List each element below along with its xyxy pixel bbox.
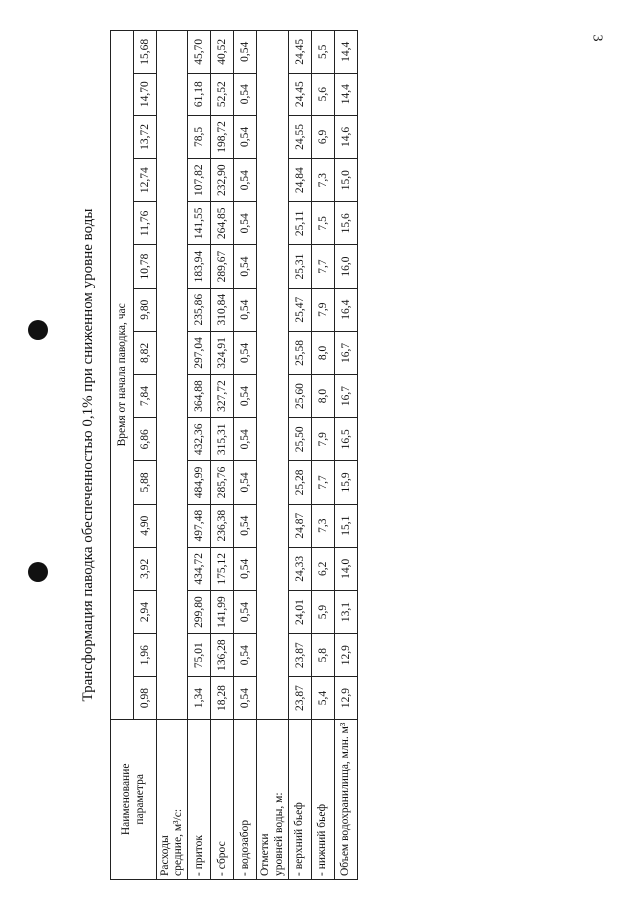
value-cell: 183,94 [188, 245, 211, 288]
value-cell: 15,0 [334, 159, 357, 202]
time-header: Время от начала паводка, час [111, 31, 134, 720]
time-cell: 13,72 [134, 115, 157, 158]
value-cell: 235,86 [188, 288, 211, 331]
row-label: - нижний бьеф [311, 719, 334, 879]
value-cell: 0,54 [234, 245, 257, 288]
value-cell: 15,1 [334, 504, 357, 547]
value-cell: 16,4 [334, 288, 357, 331]
value-cell: 61,18 [188, 73, 211, 115]
value-cell: 0,54 [234, 461, 257, 504]
value-cell: 0,54 [234, 331, 257, 374]
table-row [311, 31, 334, 880]
value-cell: 324,91 [211, 331, 234, 374]
time-cell: 0,98 [134, 677, 157, 719]
value-cell: 198,72 [211, 115, 234, 158]
section-label: Расходы средние, м³/с: [157, 719, 188, 879]
value-cell: 5,8 [311, 634, 334, 677]
value-cell: 40,52 [211, 31, 234, 74]
document-title: Трансформация паводка обеспеченностью 0,1% при сниженном уровне воды [80, 208, 96, 702]
value-cell: 315,31 [211, 418, 234, 461]
punch-hole [28, 320, 48, 340]
time-cell: 2,94 [134, 590, 157, 633]
value-cell: 14,0 [334, 547, 357, 590]
header-row [111, 31, 134, 880]
section-row [157, 31, 188, 880]
value-cell: 434,72 [188, 547, 211, 590]
value-cell: 24,33 [288, 547, 311, 590]
value-cell: 25,28 [288, 461, 311, 504]
table-row [188, 31, 211, 880]
value-cell: 264,85 [211, 202, 234, 245]
value-cell: 7,9 [311, 418, 334, 461]
value-cell: 25,50 [288, 418, 311, 461]
value-cell: 141,55 [188, 202, 211, 245]
value-cell: 24,45 [288, 73, 311, 115]
table-row [234, 31, 257, 880]
value-cell: 23,87 [288, 634, 311, 677]
value-cell: 13,1 [334, 590, 357, 633]
value-cell: 75,01 [188, 634, 211, 677]
time-cell: 10,78 [134, 245, 157, 288]
value-cell: 7,9 [311, 288, 334, 331]
value-cell: 0,54 [234, 504, 257, 547]
table-row [211, 31, 234, 880]
value-cell: 18,28 [211, 677, 234, 719]
value-cell: 25,47 [288, 288, 311, 331]
value-cell: 285,76 [211, 461, 234, 504]
value-cell: 0,54 [234, 634, 257, 677]
row-label: Объем водохранилища, млн. м³ [334, 719, 357, 879]
value-cell: 175,12 [211, 547, 234, 590]
value-cell: 12,9 [334, 634, 357, 677]
value-cell: 16,7 [334, 375, 357, 418]
time-cell: 11,76 [134, 202, 157, 245]
value-cell: 16,0 [334, 245, 357, 288]
value-cell: 7,5 [311, 202, 334, 245]
time-cell: 6,86 [134, 418, 157, 461]
value-cell: 15,6 [334, 202, 357, 245]
time-cell: 3,92 [134, 547, 157, 590]
value-cell: 15,9 [334, 461, 357, 504]
value-cell: 5,6 [311, 73, 334, 115]
value-cell: 484,99 [188, 461, 211, 504]
value-cell: 24,84 [288, 159, 311, 202]
section-label: Отметки уровней воды, м: [257, 719, 288, 879]
value-cell: 299,80 [188, 590, 211, 633]
punch-hole [28, 562, 48, 582]
value-cell: 0,54 [234, 590, 257, 633]
value-cell: 12,9 [334, 677, 357, 719]
value-cell: 24,45 [288, 31, 311, 74]
value-cell: 16,7 [334, 331, 357, 374]
value-cell: 8,0 [311, 331, 334, 374]
page-number: 3 [589, 34, 605, 42]
flood-table [110, 30, 358, 880]
value-cell: 7,3 [311, 159, 334, 202]
row-label: - водозабор [234, 719, 257, 879]
value-cell: 0,54 [234, 288, 257, 331]
value-cell: 0,54 [234, 202, 257, 245]
time-cell: 14,70 [134, 73, 157, 115]
value-cell: 24,87 [288, 504, 311, 547]
value-cell: 78,5 [188, 115, 211, 158]
value-cell: 14,6 [334, 115, 357, 158]
value-cell: 6,9 [311, 115, 334, 158]
value-cell: 0,54 [234, 73, 257, 115]
value-cell: 5,4 [311, 677, 334, 719]
value-cell: 327,72 [211, 375, 234, 418]
value-cell: 24,55 [288, 115, 311, 158]
value-cell: 23,87 [288, 677, 311, 719]
value-cell: 432,36 [188, 418, 211, 461]
value-cell: 14,4 [334, 31, 357, 74]
value-cell: 14,4 [334, 73, 357, 115]
section-row [257, 31, 288, 880]
value-cell: 6,2 [311, 547, 334, 590]
value-cell: 236,38 [211, 504, 234, 547]
value-cell: 141,99 [211, 590, 234, 633]
value-cell: 7,7 [311, 245, 334, 288]
row-label: - сброс [211, 719, 234, 879]
value-cell: 25,31 [288, 245, 311, 288]
value-cell: 7,3 [311, 504, 334, 547]
time-cell: 1,96 [134, 634, 157, 677]
value-cell: 232,90 [211, 159, 234, 202]
value-cell: 0,54 [234, 31, 257, 74]
value-cell: 0,54 [234, 159, 257, 202]
value-cell: 0,54 [234, 115, 257, 158]
row-label: - приток [188, 719, 211, 879]
value-cell: 0,54 [234, 677, 257, 719]
value-cell: 25,60 [288, 375, 311, 418]
table-row [288, 31, 311, 880]
value-cell: 364,88 [188, 375, 211, 418]
value-cell: 0,54 [234, 375, 257, 418]
value-cell: 52,52 [211, 73, 234, 115]
value-cell: 5,5 [311, 31, 334, 74]
value-cell: 289,67 [211, 245, 234, 288]
time-cell: 5,88 [134, 461, 157, 504]
value-cell: 8,0 [311, 375, 334, 418]
value-cell: 297,04 [188, 331, 211, 374]
value-cell: 7,7 [311, 461, 334, 504]
time-cell: 12,74 [134, 159, 157, 202]
value-cell: 5,9 [311, 590, 334, 633]
row-label: - верхний бьеф [288, 719, 311, 879]
value-cell: 1,34 [188, 677, 211, 719]
time-cell: 8,82 [134, 331, 157, 374]
value-cell: 24,01 [288, 590, 311, 633]
value-cell: 136,28 [211, 634, 234, 677]
time-cell: 15,68 [134, 31, 157, 74]
time-cell: 4,90 [134, 504, 157, 547]
value-cell: 25,58 [288, 331, 311, 374]
value-cell: 16,5 [334, 418, 357, 461]
value-cell: 107,82 [188, 159, 211, 202]
time-cell: 9,80 [134, 288, 157, 331]
value-cell: 310,84 [211, 288, 234, 331]
value-cell: 497,48 [188, 504, 211, 547]
value-cell: 0,54 [234, 547, 257, 590]
table-row [334, 31, 357, 880]
value-cell: 25,11 [288, 202, 311, 245]
param-header: Наименование параметра [111, 719, 157, 879]
value-cell: 0,54 [234, 418, 257, 461]
value-cell: 45,70 [188, 31, 211, 74]
time-cell: 7,84 [134, 375, 157, 418]
